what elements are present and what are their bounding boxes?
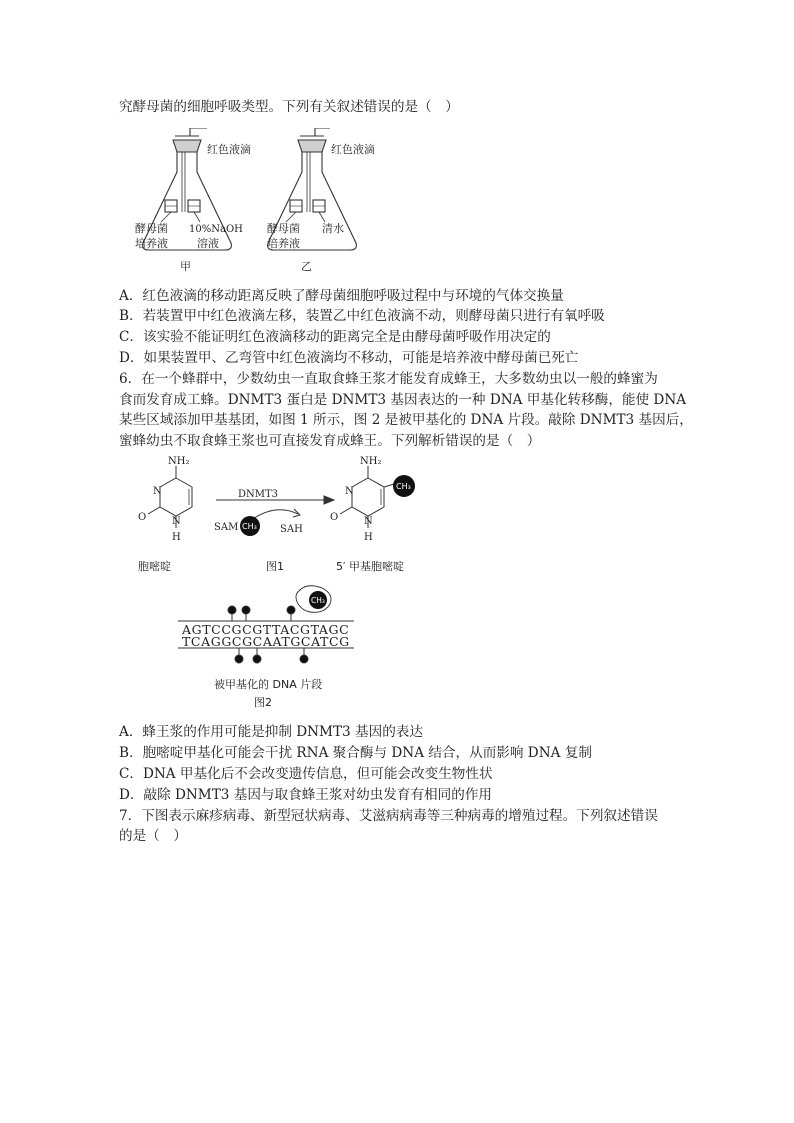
caption-yi: 乙 [301, 260, 312, 273]
left-n3: N [153, 486, 162, 497]
caption-jia: 甲 [180, 260, 191, 273]
strand-bottom: TCAGGCGCAATGCATCG [182, 634, 350, 649]
label-5-methylcytosine: 5′ 甲基胞嘧啶 [336, 560, 404, 573]
figure2-dna-fragment [170, 584, 370, 714]
sam-label: SAM [214, 522, 239, 533]
enzyme-label: DNMT3 [238, 489, 279, 500]
right-n3: N [345, 486, 354, 497]
q5-option-d: D．如果装置甲、乙弯管中红色液滴均不移动，可能是培养液中酵母菌已死亡 [119, 350, 579, 366]
label-naoh: 10%NaOH [189, 224, 243, 235]
label-water: 清水 [322, 222, 344, 235]
q5-option-c: C．该实验不能证明红色液滴移动的距离完全是由酵母菌呼吸作用决定的 [119, 329, 551, 345]
q6-option-c: C．DNA 甲基化后不会改变遗传信息，但可能会改变生物性状 [119, 766, 493, 782]
label-medium2-jia: 培养液 [135, 237, 168, 250]
label-naoh2: 溶液 [197, 237, 219, 250]
label-red-drop-jia: 红色液滴 [207, 143, 251, 156]
sah-label: SAH [280, 524, 303, 535]
right-nh2: NH₂ [360, 456, 382, 467]
label-methylated-fragment: 被甲基化的 DNA 片段 [214, 678, 323, 691]
label-cytosine: 胞嘧啶 [138, 560, 171, 573]
q5-option-b: B．若装置甲中红色液滴左移，装置乙中红色液滴不动，则酵母菌只进行有氧呼吸 [119, 308, 605, 324]
q6-stem-line-4: 蜜蜂幼虫不取食蜂王浆也可直接发育成蜂王。下列解析错误的是（ ） [119, 433, 541, 449]
q6-stem-line-2: 食而发育成工蜂。DNMT3 蛋白是 DNMT3 基因表达的一种 DNA 甲基化转移酶，能使 DNA [119, 392, 687, 408]
left-o: O [138, 512, 147, 523]
right-n1: N [364, 516, 373, 527]
q7-stem-line-1: 7．下图表示麻疹病毒、新型冠状病毒、艾滋病病毒等三种病毒的增殖过程。下列叙述错误 [119, 808, 658, 824]
q6-option-d: D．敲除 DNMT3 基因与取食蜂王浆对幼虫发育有相同的作用 [119, 787, 493, 803]
figure1-methylation [128, 452, 428, 578]
left-h: H [172, 532, 181, 543]
q5-option-a: A．红色液滴的移动距离反映了酵母菌细胞呼吸过程中与环境的气体交换量 [119, 288, 564, 304]
right-h: H [364, 532, 373, 543]
right-ch3: CH₃ [396, 482, 411, 491]
strand-top: AGTCCGCGTTACGTAGC [182, 622, 350, 637]
q6-stem-line-3: 某些区域添加甲基基团，如图 1 所示，图 2 是被甲基化的 DNA 片段。敲除 DNMT3 基因后， [119, 412, 693, 428]
q6-stem-line-1: 6．在一个蜂群中，少数幼虫一直取食蜂王浆才能发育成蜂王，大多数幼虫以一般的蜂蜜为 [119, 371, 658, 387]
q7-stem-line-2: 的是（ ） [119, 828, 187, 844]
label-red-drop-yi: 红色液滴 [331, 143, 375, 156]
left-n1: N [172, 516, 181, 527]
fragment-ch3: CH₃ [311, 596, 325, 605]
left-nh2: NH₂ [168, 456, 190, 467]
q6-option-b: B．胞嘧啶甲基化可能会干扰 RNA 聚合酶与 DNA 结合，从而影响 DNA 复制 [119, 745, 592, 761]
caption-figure2: 图2 [254, 696, 272, 709]
label-medium2-yi: 培养液 [267, 237, 300, 250]
flask-apparatus-figure [125, 128, 405, 280]
sam-ch3: CH₃ [242, 522, 257, 531]
label-medium-jia: 酵母菌 [135, 222, 168, 235]
q5-stem: 究酵母菌的细胞呼吸类型。下列有关叙述错误的是（ ） [119, 99, 459, 115]
q6-option-a: A．蜂王浆的作用可能是抑制 DNMT3 基因的表达 [119, 724, 423, 740]
right-o: O [330, 512, 339, 523]
caption-figure1: 图1 [266, 560, 284, 573]
label-medium-yi: 酵母菌 [267, 222, 300, 235]
